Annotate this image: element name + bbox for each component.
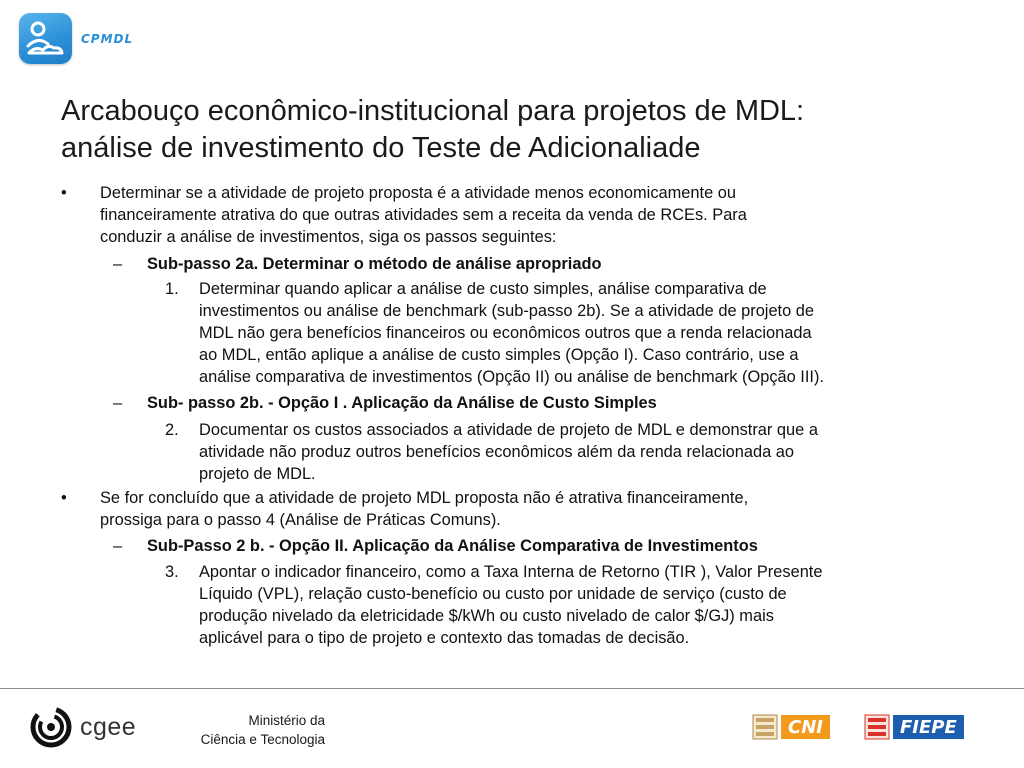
subheading: Sub-Passo 2 b. - Opção II. Aplicação da Análise Comparativa de Investimentos <box>147 537 758 555</box>
cpmdl-logo-icon <box>19 13 72 64</box>
slide-title-line: análise de investimento do Teste de Adicionaliade <box>61 132 701 164</box>
footer-divider <box>0 688 1024 689</box>
numbered-text-line: ao MDL, então aplique a análise de custo simples (Opção I). Caso contrário, use a <box>199 346 799 364</box>
bullet-text-line: Se for concluído que a atividade de projeto MDL proposta não é atrativa financeiramente, <box>100 489 749 507</box>
bullet-marker: • <box>61 489 67 507</box>
cni-logo <box>752 714 830 740</box>
bullet-marker: • <box>61 184 67 202</box>
numbered-text-line: Documentar os custos associados a atividade de projeto de MDL e demonstrar que a <box>199 421 818 439</box>
cpmdl-logo <box>19 13 133 64</box>
numbered-text-line: atividade não produz outros benefícios econômicos além da renda relacionada ao <box>199 443 795 461</box>
numbered-text-line: análise comparativa de investimentos (Opção II) ou análise de benchmark (Opção III). <box>199 368 824 386</box>
cgee-logo <box>30 706 136 748</box>
number-marker: 2. <box>165 421 179 439</box>
numbered-text-line: projeto de MDL. <box>199 465 316 483</box>
numbered-text-line: Apontar o indicador financeiro, como a Taxa Interna de Retorno (TIR ), Valor Presente <box>199 563 823 581</box>
cni-emblem-icon <box>752 714 778 740</box>
numbered-text-line: Determinar quando aplicar a análise de custo simples, análise comparativa de <box>199 280 767 298</box>
numbered-text-line: Líquido (VPL), relação custo-benefício ou custo por unidade de serviço (custo de <box>199 585 787 603</box>
dash-marker: – <box>113 255 123 273</box>
subheading: Sub- passo 2b. - Opção I . Aplicação da Análise de Custo Simples <box>147 394 657 412</box>
bullet-text-line: conduzir a análise de investimentos, siga os passos seguintes: <box>100 228 557 246</box>
fiepe-logo-text: FIEPE <box>893 715 964 739</box>
number-marker: 1. <box>165 280 179 298</box>
bullet-text-line: Determinar se a atividade de projeto proposta é a atividade menos economicamente ou <box>100 184 736 202</box>
subheading: Sub-passo 2a. Determinar o método de análise apropriado <box>147 255 602 273</box>
dash-marker: – <box>113 537 123 555</box>
ministerio-logo <box>175 711 325 749</box>
bullet-text-line: prossiga para o passo 4 (Análise de Práticas Comuns). <box>100 511 501 529</box>
bullet-text-line: financeiramente atrativa do que outras atividades sem a receita da venda de RCEs. Para <box>100 206 747 224</box>
dash-marker: – <box>113 394 123 412</box>
cgee-swirl-icon <box>30 706 72 748</box>
cpmdl-logo-text: CPMDL <box>81 31 134 46</box>
fiepe-logo <box>864 714 964 740</box>
numbered-text-line: produção nivelado da eletricidade $/kWh ou custo nivelado de calor $/GJ) mais <box>199 607 774 625</box>
numbered-text-line: aplicável para o tipo de projeto e contexto das tomadas de decisão. <box>199 629 690 647</box>
slide-title-line: Arcabouço econômico-institucional para projetos de MDL: <box>61 95 805 127</box>
numbered-text-line: investimentos ou análise de benchmark (sub-passo 2b). Se a atividade de projeto de <box>199 302 815 320</box>
ministerio-line: Ciência e Tecnologia <box>200 732 325 747</box>
fiepe-emblem-icon <box>864 714 890 740</box>
cni-logo-text: CNI <box>781 715 830 739</box>
numbered-text-line: MDL não gera benefícios financeiros ou econômicos outros que a renda relacionada <box>199 324 812 342</box>
slide-title <box>61 93 981 167</box>
number-marker: 3. <box>165 563 179 581</box>
cgee-logo-text: cgee <box>80 712 137 741</box>
ministerio-line: Ministério da <box>248 713 325 728</box>
